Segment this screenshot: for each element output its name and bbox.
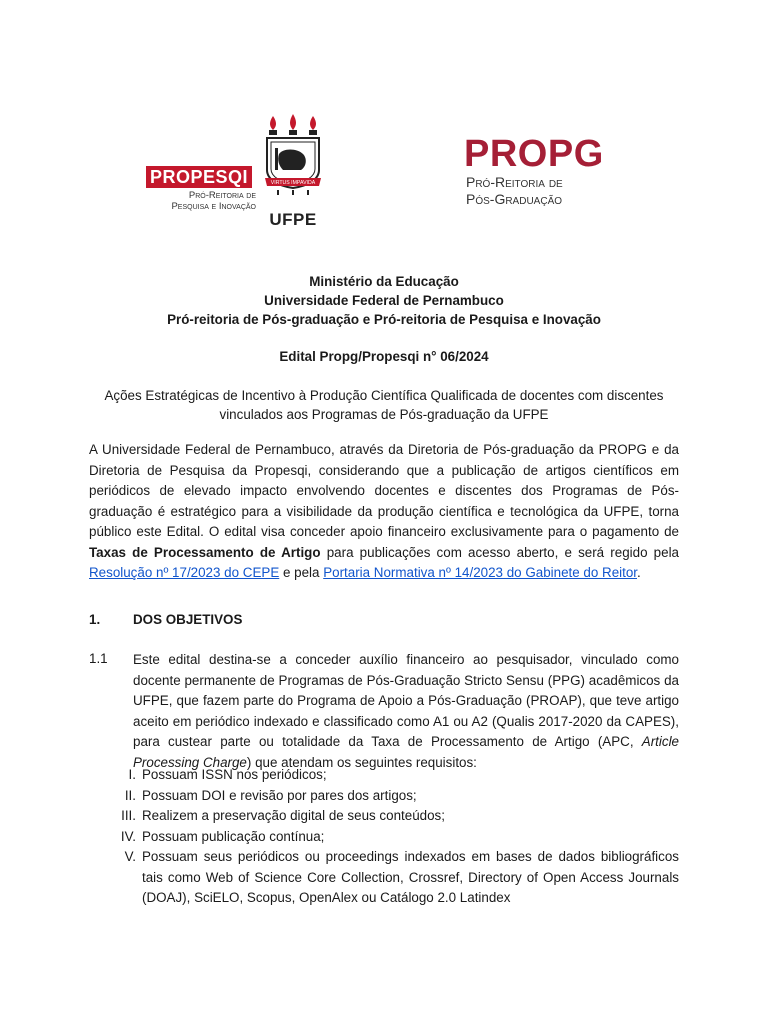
svg-text:VIRTUS IMPAVIDA: VIRTUS IMPAVIDA: [270, 180, 316, 186]
intro-paragraph: A Universidade Federal de Pernambuco, através da Diretoria de Pós-graduação da PROPG e da Diretoria de Pesquisa da Propesqi, considerando que a publicação de artigos científicos em periódicos de elevado impacto envolvendo docentes e discentes dos Programas de Pós-graduação é estratégico para a visibilidade da produção científica e tecnológica da UFPE, torna público este Edital. O edital visa conceder apoio financeiro exclusivamente para o pagamento de Taxas de Processamento de Artigo para publicações com acesso aberto, e será regido pela Resolução nº 17/2023 do CEPE e pela Portaria Normativa nº 14/2023 do Gabinete do Reitor.: [89, 442, 680, 580]
item-1-1-text: Este edital destina-se a conceder auxílio financeiro ao pesquisador, vinculado como docente permanente de Programas de Pós-Graduação Stricto Sensu (PPG) acadêmicos da UFPE, que fazem parte do Programa de Apoio a Pós-Graduação (PROAP), que teve artigo aceito em periódico indexado e classificado como A1 ou A2 (Qualis 2017-2020 da CAPES), para custear parte ou totalidade da Taxa de Processamento de Artigo (APC, Article Processing Charge) que atendam os seguintes requisitos:: [133, 652, 679, 770]
portaria-normativa-link[interactable]: Portaria Normativa nº 14/2023 do Gabinete do Reitor: [323, 565, 638, 580]
edital-subtitle-line2: vinculados aos Programas de Pós-graduação da UFPE: [219, 407, 549, 422]
propesqi-logo: [146, 166, 266, 212]
cepe-resolution-link[interactable]: Resolução nº 17/2023 do CEPE: [89, 565, 280, 580]
item-1-1-number: 1.1: [89, 651, 108, 666]
propg-logo-subtitle: Pró-Reitoria de Pós-Graduação: [466, 174, 563, 207]
apc-emphasis: Taxas de Processamento de Artigo: [89, 544, 321, 560]
edital-title: Edital Propg/Propesqi n° 06/2024: [279, 349, 489, 364]
section-1-title: DOS OBJETIVOS: [133, 612, 243, 627]
requirements-list: [100, 765, 679, 909]
pro-rectorate-heading: Pró-reitoria de Pós-graduação e Pró-reitoria de Pesquisa e Inovação: [167, 312, 601, 327]
edital-subtitle-line1: Ações Estratégicas de Incentivo à Produção Científica Qualificada de docentes com discentes: [104, 388, 664, 403]
section-1-number: 1.: [89, 612, 101, 627]
ufpe-logo: [262, 112, 324, 230]
propg-logo-wordmark: PROPG: [464, 133, 604, 175]
propg-logo: [464, 134, 604, 208]
propesqi-logo-wordmark: PROPESQI: [146, 166, 252, 188]
ufpe-crest-icon: [262, 112, 324, 208]
list-item: I. Possuam ISSN nos periódicos;: [128, 767, 327, 782]
university-heading: Universidade Federal de Pernambuco: [264, 293, 504, 308]
list-item: V. Possuam seus periódicos ou proceedings indexados em bases de dados bibliográficos tais como Web of Science Core Collection, Crossref, Directory of Open Access Journals (DOAJ), SciELO, Scopus, OpenAlex ou Catálogo 2.0 Latindex: [124, 849, 679, 905]
list-item: II. Possuam DOI e revisão por pares dos artigos;: [124, 787, 417, 803]
list-item: IV. Possuam publicação contínua;: [120, 828, 325, 844]
ufpe-logo-wordmark: UFPE: [269, 210, 317, 229]
ministry-heading: Ministério da Educação: [309, 274, 459, 289]
propesqi-logo-subtitle: Pró-Reitoria de Pesquisa e Inovação: [171, 190, 256, 212]
list-item: III. Realizem a preservação digital de seus conteúdos;: [121, 808, 445, 823]
